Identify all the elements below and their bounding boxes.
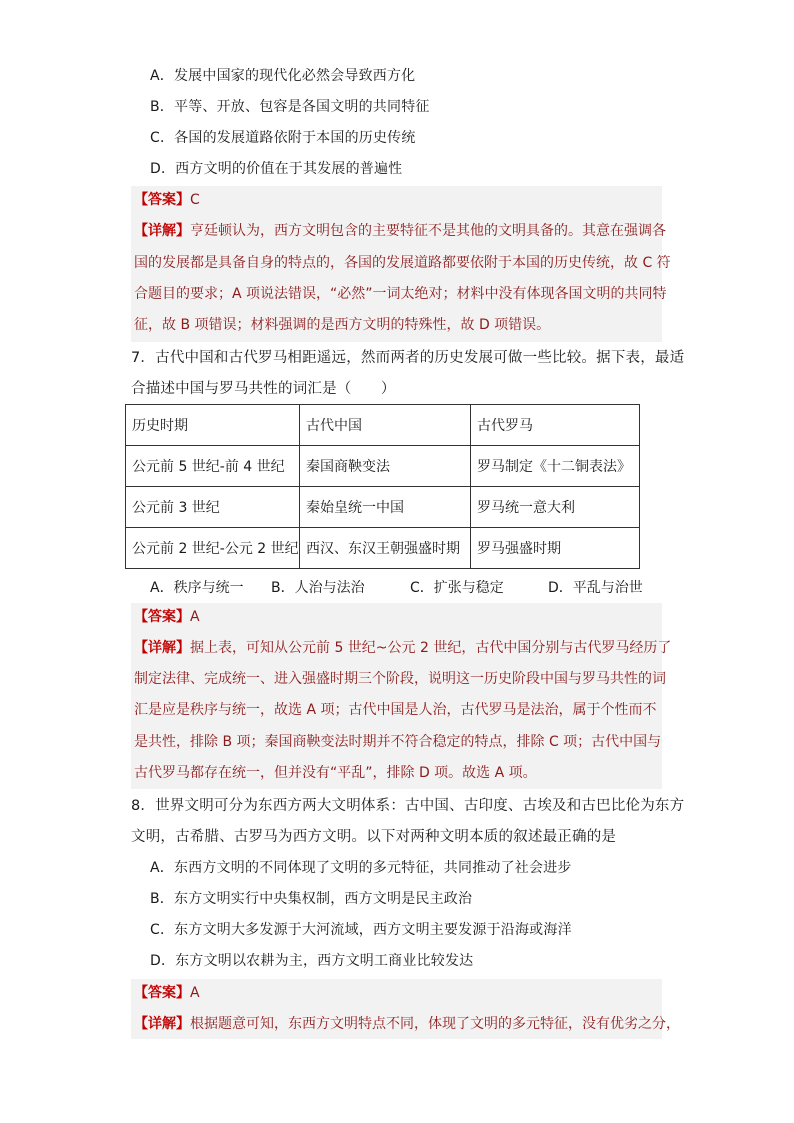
answer-value: C [190, 192, 200, 208]
q8-option-b: B．东方文明实行中央集权制，西方文明是民主政治 [150, 891, 473, 907]
q7-detail-line: 是共性，排除 B 项；秦国商鞅变法时期并不符合稳定的特点，排除 C 项；古代中国与 [134, 734, 662, 750]
q6-option-b: B．平等、开放、包容是各国文明的共同特征 [150, 99, 430, 115]
detail-tag: 【详解】 [134, 1016, 190, 1032]
q8-stem-line: 8．世界文明可分为东西方两大文明体系：古中国、古印度、古埃及和古巴比伦为东方 [131, 798, 685, 814]
answer-tag: 【答案】 [134, 609, 190, 625]
detail-text: 亨廷顿认为，西方文明包含的主要特征不是其他的文明具备的。其意在强调各 [190, 223, 666, 239]
q7-stem-line: 合描述中国与罗马共性的词汇是（ ） [131, 381, 396, 397]
detail-text: 根据题意可知，东西方文明特点不同，体现了文明的多元特征，没有优劣之分， [190, 1016, 680, 1032]
table-cell: 西汉、东汉王朝强盛时期 [300, 528, 471, 569]
table-row [126, 528, 640, 569]
table-cell: 公元前 5 世纪-前 4 世纪 [126, 446, 300, 487]
table-row [126, 487, 640, 528]
table-cell: 秦始皇统一中国 [300, 487, 471, 528]
table-cell: 秦国商鞅变法 [300, 446, 471, 487]
q8-stem-line: 文明，古希腊、古罗马为西方文明。以下对两种文明本质的叙述最正确的是 [131, 829, 617, 845]
q7-answer [134, 607, 200, 627]
q8-option-d: D．东方文明以农耕为主，西方文明工商业比较发达 [150, 953, 474, 969]
q7-choice-c: C．扩张与稳定 [410, 580, 504, 596]
q6-detail-line: 合题目的要求；A 项说法错误，“必然”一词太绝对；材料中没有体现各国文明的共同特 [134, 286, 667, 302]
q6-option-d: D．西方文明的价值在于其发展的普遍性 [150, 161, 403, 177]
answer-value: A [190, 609, 200, 625]
table-header-cell: 历史时期 [126, 405, 300, 446]
detail-tag: 【详解】 [134, 223, 190, 239]
answer-value: A [190, 985, 200, 1001]
answer-tag: 【答案】 [134, 192, 190, 208]
table-header-row [126, 405, 640, 446]
q8-answer [134, 983, 200, 1003]
table-header-cell: 古代中国 [300, 405, 471, 446]
q8-option-a: A．东西方文明的不同体现了文明的多元特征，共同推动了社会进步 [150, 860, 572, 876]
detail-text: 据上表，可知从公元前 5 世纪~公元 2 世纪，古代中国分别与古代罗马经历了 [190, 640, 672, 656]
detail-tag: 【详解】 [134, 640, 190, 656]
q6-detail-line: 征，故 B 项错误；材料强调的是西方文明的特殊性，故 D 项错误。 [134, 317, 551, 333]
q7-detail-line: 制定法律、完成统一、进入强盛时期三个阶段，说明这一历史阶段中国与罗马共性的词 [134, 671, 666, 687]
q7-choice-a: A．秩序与统一 [150, 580, 244, 596]
q6-option-a: A．发展中国家的现代化必然会导致西方化 [150, 68, 416, 84]
table-cell: 罗马统一意大利 [471, 487, 640, 528]
table-header-cell: 古代罗马 [471, 405, 640, 446]
q8-detail-line [134, 1014, 680, 1034]
q6-answer [134, 190, 200, 210]
q7-detail-line [134, 638, 671, 658]
history-table [125, 404, 640, 569]
table-cell: 罗马制定《十二铜表法》 [471, 446, 640, 487]
q7-choice-d: D．平乱与治世 [548, 580, 643, 596]
table-cell: 罗马强盛时期 [471, 528, 640, 569]
q6-detail-line [134, 221, 666, 241]
q7-stem-line: 7．古代中国和古代罗马相距遥远，然而两者的历史发展可做一些比较。据下表，最适 [131, 350, 685, 366]
table-cell: 公元前 2 世纪-公元 2 世纪 [126, 528, 300, 569]
q7-choice-b: B．人治与法治 [271, 580, 365, 596]
table-row [126, 446, 640, 487]
table-cell: 公元前 3 世纪 [126, 487, 300, 528]
q7-answer-block [131, 603, 662, 789]
q6-option-c: C．各国的发展道路依附于本国的历史传统 [150, 130, 416, 146]
q7-detail-line: 汇是应是秩序与统一，故选 A 项；古代中国是人治，古代罗马是法治，属于个性而不 [134, 702, 657, 718]
q8-option-c: C．东方文明大多发源于大河流域，西方文明主要发源于沿海或海洋 [150, 922, 572, 938]
q7-detail-line: 古代罗马都存在统一，但并没有“平乱”，排除 D 项。故选 A 项。 [134, 765, 537, 781]
q6-detail-line: 国的发展都是具备自身的特点的，各国的发展道路都要依附于本国的历史传统，故 C 符 [134, 255, 671, 271]
answer-tag: 【答案】 [134, 985, 190, 1001]
